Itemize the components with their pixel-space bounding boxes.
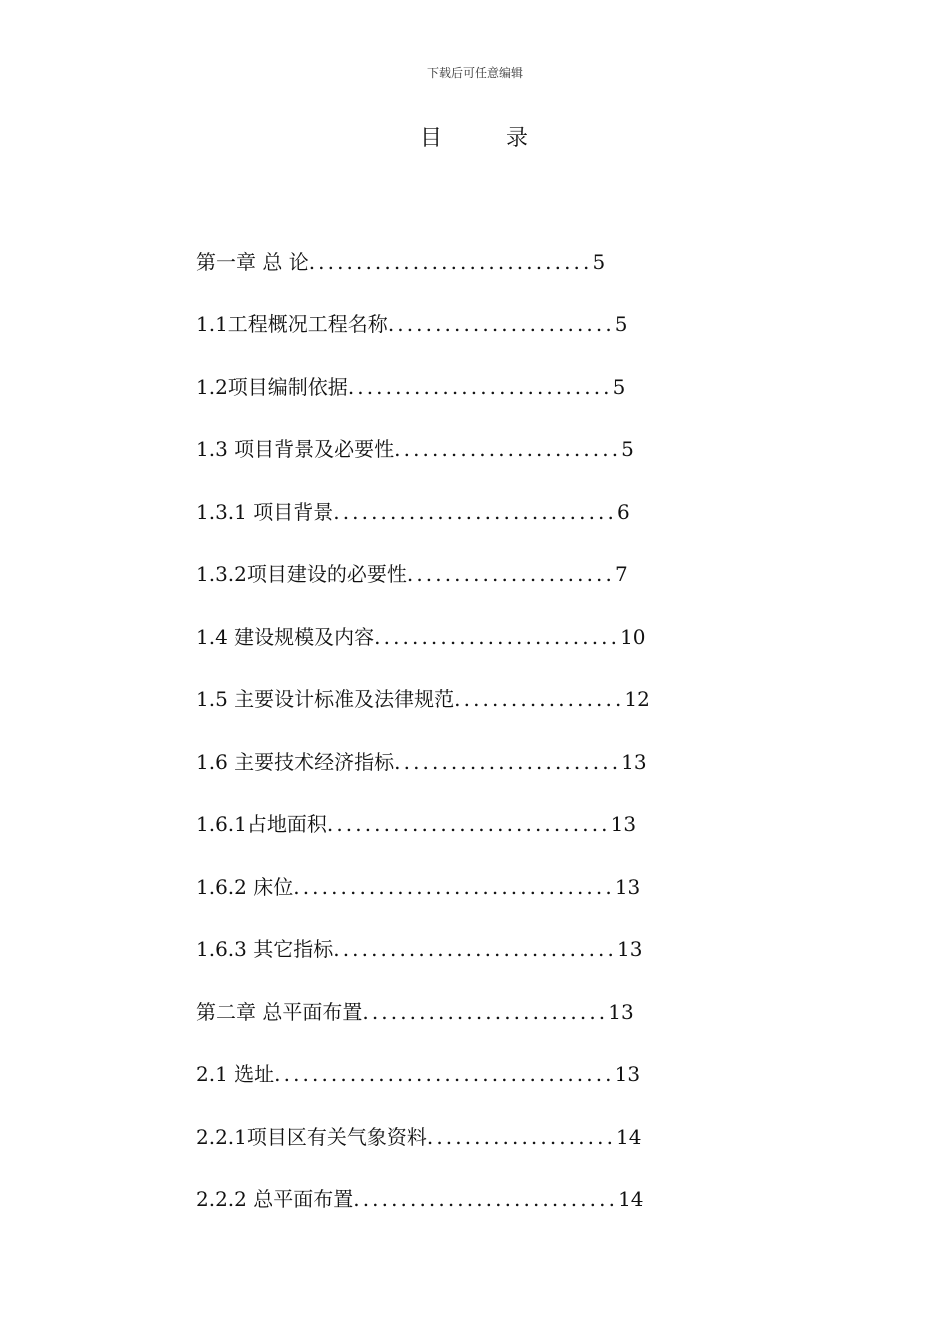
page-title bbox=[0, 121, 950, 152]
toc-page-number: 13 bbox=[621, 750, 647, 774]
toc-entry-label: 1.3.2项目建设的必要性 bbox=[196, 562, 407, 586]
toc-entry-1-6-3[interactable] bbox=[196, 931, 642, 967]
toc-page-number: 5 bbox=[614, 312, 628, 336]
toc-leader-dots: .............................. bbox=[308, 250, 593, 274]
title-char-1: 目 bbox=[419, 126, 444, 151]
toc-entry-1-3-1[interactable] bbox=[196, 494, 630, 530]
toc-page-number: 13 bbox=[616, 937, 643, 961]
page-header-note: 下载后可任意编辑 bbox=[426, 66, 523, 80]
toc-entry-label: 2.1 选址 bbox=[196, 1062, 275, 1086]
toc-entry-1-3-2[interactable] bbox=[196, 556, 628, 592]
toc-entry-label: 第二章 总平面布置 bbox=[196, 1000, 363, 1024]
toc-entry-1-3[interactable] bbox=[196, 431, 634, 467]
toc-entry-label: 1.6.2 床位 bbox=[196, 875, 294, 899]
toc-entry-2-2-1[interactable] bbox=[196, 1119, 642, 1155]
toc-leader-dots: .............................. bbox=[333, 500, 617, 524]
toc-page-number: 13 bbox=[610, 812, 637, 836]
toc-entry-1-2[interactable] bbox=[196, 369, 625, 405]
toc-entry-label: 1.2项目编制依据 bbox=[196, 375, 348, 399]
toc-entry-label: 1.3 项目背景及必要性 bbox=[196, 437, 395, 461]
toc-leader-dots: ........................ bbox=[387, 312, 615, 336]
toc-leader-dots: ............................ bbox=[353, 1187, 619, 1211]
toc-leader-dots: .................. bbox=[454, 687, 625, 711]
toc-leader-dots: .................................... bbox=[274, 1062, 615, 1086]
toc-page-number: 7 bbox=[614, 562, 628, 586]
toc-page-number: 14 bbox=[618, 1187, 644, 1211]
title-char-2: 录 bbox=[506, 126, 531, 151]
toc-page-number: 5 bbox=[612, 375, 626, 399]
toc-entry-chapter-2[interactable] bbox=[196, 994, 634, 1030]
toc-entry-label: 1.1工程概况工程名称 bbox=[196, 312, 388, 336]
toc-page-number: 12 bbox=[624, 687, 650, 711]
toc-page-number: 5 bbox=[592, 250, 606, 274]
toc-page-number: 13 bbox=[614, 875, 641, 899]
toc-page-number: 13 bbox=[608, 1000, 634, 1024]
toc-page-number: 13 bbox=[614, 1062, 641, 1086]
toc-entry-chapter-1[interactable] bbox=[196, 244, 605, 280]
toc-leader-dots: ............................ bbox=[347, 375, 613, 399]
toc-entry-label: 2.2.2 总平面布置 bbox=[196, 1187, 354, 1211]
toc-leader-dots: .......................... bbox=[374, 625, 621, 649]
toc-leader-dots: .............................. bbox=[326, 812, 611, 836]
toc-entry-1-1[interactable] bbox=[196, 306, 628, 342]
toc-entry-label: 2.2.1项目区有关气象资料 bbox=[196, 1125, 427, 1149]
toc-entry-2-2-2[interactable] bbox=[196, 1181, 644, 1217]
toc-entry-1-4[interactable] bbox=[196, 619, 646, 655]
toc-entry-1-5[interactable] bbox=[196, 681, 650, 717]
toc-entry-label: 1.6 主要技术经济指标 bbox=[196, 750, 395, 774]
toc-entry-1-6[interactable] bbox=[196, 744, 647, 780]
toc-page-number: 6 bbox=[616, 500, 630, 524]
toc-page-number: 5 bbox=[621, 437, 634, 461]
toc-entry-1-6-2[interactable] bbox=[196, 869, 640, 905]
toc-entry-label: 1.6.3 其它指标 bbox=[196, 937, 334, 961]
toc-leader-dots: ........................ bbox=[394, 750, 622, 774]
toc-page-number: 14 bbox=[616, 1125, 642, 1149]
toc-leader-dots: ...................... bbox=[406, 562, 615, 586]
toc-entry-1-6-1[interactable] bbox=[196, 806, 636, 842]
toc-leader-dots: .............................. bbox=[333, 937, 617, 961]
toc-entry-2-1[interactable] bbox=[196, 1056, 640, 1092]
toc-entry-label: 1.4 建设规模及内容 bbox=[196, 625, 375, 649]
toc-entry-label: 第一章 总 论 bbox=[196, 250, 309, 274]
toc-entry-label: 1.5 主要设计标准及法律规范 bbox=[196, 687, 455, 711]
toc-page-number: 10 bbox=[620, 625, 646, 649]
toc-leader-dots: .................................. bbox=[293, 875, 615, 899]
toc-entry-label: 1.6.1占地面积 bbox=[196, 812, 327, 836]
toc-leader-dots: .................... bbox=[426, 1125, 617, 1149]
toc-leader-dots: ........................ bbox=[394, 437, 622, 461]
toc-leader-dots: .......................... bbox=[362, 1000, 609, 1024]
toc-entry-label: 1.3.1 项目背景 bbox=[196, 500, 334, 524]
